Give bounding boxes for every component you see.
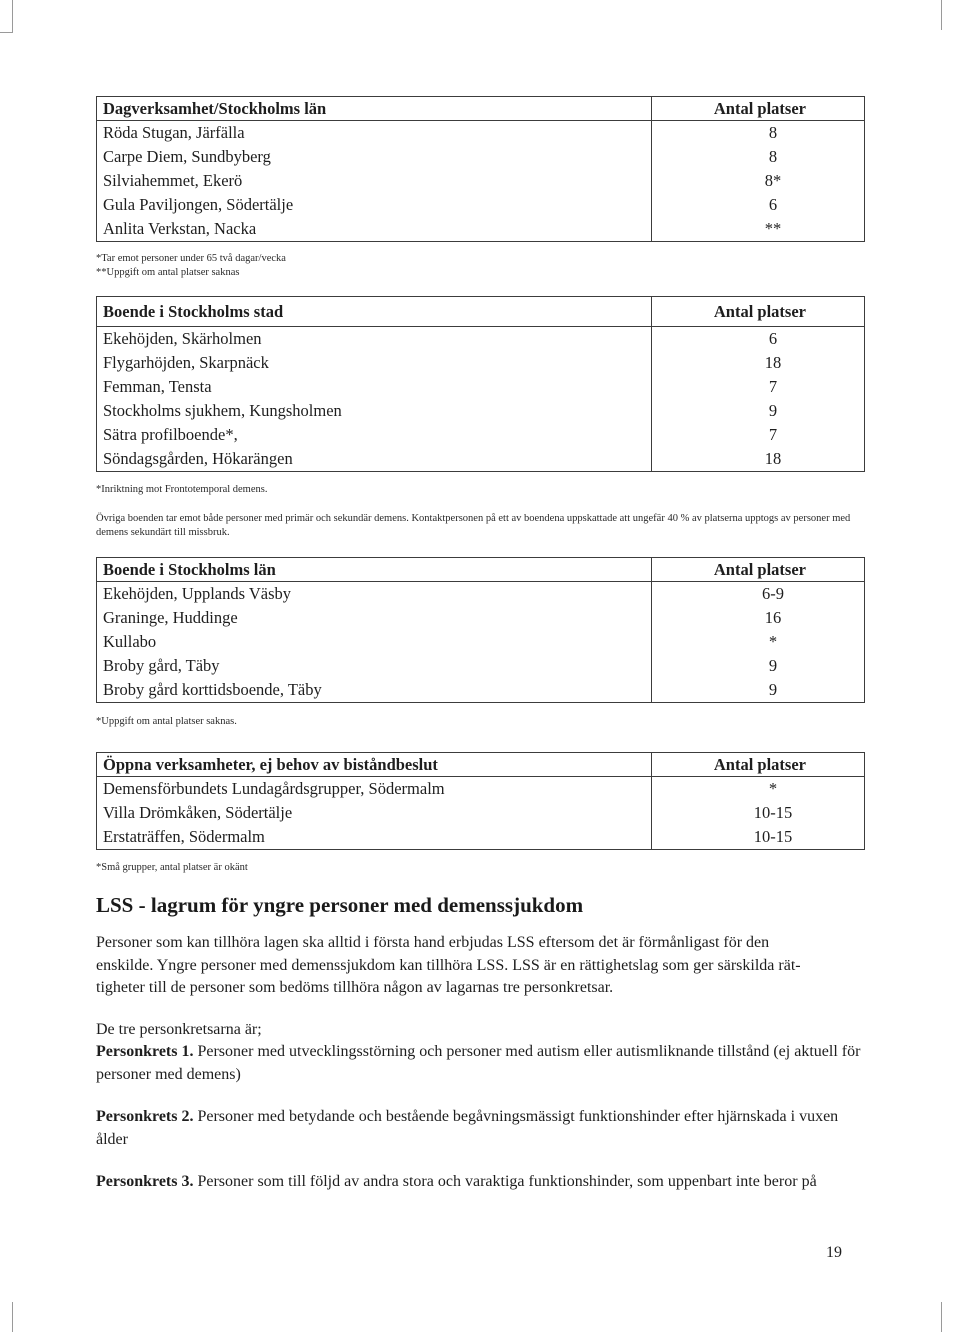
crop-mark-bottom-left: [0, 1302, 13, 1332]
row-name: Broby gård, Täby: [103, 656, 220, 675]
row-name: Sätra profilboende*,: [103, 425, 238, 444]
values-column: [652, 327, 865, 472]
table-header-name: Öppna verksamheter, ej behov av biståndbeslut: [97, 753, 652, 777]
values-column: [652, 777, 865, 850]
intro-line: enskilde. Yngre personer med demenssjukdom kan tillhöra LSS. LSS är en rättighetslag som ger särskilda rät-: [96, 956, 801, 974]
row-value: 6: [768, 195, 778, 214]
row-name: Carpe Diem, Sundbyberg: [103, 147, 271, 166]
table-boende-stad: [96, 296, 865, 472]
table-header-value: Antal platser: [652, 558, 865, 582]
row-name: Ekehöjden, Skärholmen: [103, 329, 262, 348]
row-value: 8*: [764, 171, 782, 190]
row-name: Ekehöjden, Upplands Väsby: [103, 584, 292, 603]
table-header-value: Antal platser: [652, 97, 865, 121]
row-value: 9: [768, 401, 778, 420]
row-value: 7: [768, 425, 778, 444]
row-value: 9: [768, 680, 778, 699]
row-value: **: [764, 219, 782, 238]
personkrets-label: Personkrets 3.: [96, 1173, 194, 1190]
info-paragraph: Övriga boenden tar emot både personer med primär och sekundär demens. Kontaktpersonen på ett av boendena uppskattade att ungefär 40 % av platserna upptogs av personer med demens sekundärt till missbruk.: [96, 513, 851, 538]
footnote: *Inriktning mot Frontotemporal demens.: [96, 484, 268, 495]
row-value: 16: [764, 608, 782, 627]
table-header-row: [97, 558, 865, 582]
row-value: 7: [768, 377, 778, 396]
footnote: *Tar emot personer under 65 två dagar/vecka: [96, 253, 286, 264]
table-body: [97, 582, 865, 703]
table-body: [97, 327, 865, 472]
table-header-row: [97, 297, 865, 327]
row-value: 8: [768, 123, 778, 142]
footnote: *Små grupper, antal platser är okänt: [96, 862, 248, 873]
table-header-value: Antal platser: [652, 753, 865, 777]
page-number: 19: [826, 1244, 842, 1261]
row-value: 6-9: [762, 584, 784, 603]
row-value: 18: [764, 353, 782, 372]
row-value: *: [768, 632, 778, 651]
table-body: [97, 777, 865, 850]
row-name: Demensförbundets Lundagårdsgrupper, Södermalm: [103, 779, 445, 798]
values-column: [652, 582, 865, 703]
row-name: Röda Stugan, Järfälla: [103, 123, 245, 142]
row-name: Villa Drömkåken, Södertälje: [103, 803, 293, 822]
table-header-value: Antal platser: [652, 297, 865, 327]
intro-line: tigheter till de personer som bedöms tillhöra någon av lagarnas tre personkretsar.: [96, 979, 614, 996]
personkrets-label: Personkrets 2.: [96, 1108, 194, 1125]
lss-intro-paragraph: [96, 932, 868, 1000]
section-heading: LSS - lagrum för yngre personer med demenssjukdom: [96, 893, 584, 917]
row-name: Anlita Verkstan, Nacka: [103, 219, 257, 238]
row-name: Söndagsgården, Hökarängen: [103, 449, 293, 468]
names-column: [97, 777, 652, 850]
row-name: Erstaträffen, Södermalm: [103, 827, 265, 846]
table-header-name: Dagverksamhet/Stockholms län: [97, 97, 652, 121]
footnote: **Uppgift om antal platser saknas: [96, 267, 240, 278]
personkrets-text: Personer som till följd av andra stora och varaktiga funktionshinder, som uppenbart inte beror på: [193, 1173, 817, 1190]
table-header-name: Boende i Stockholms stad: [97, 297, 652, 327]
names-column: [97, 327, 652, 472]
table-header-row: [97, 753, 865, 777]
table-oppna-verksamheter: [96, 752, 865, 850]
row-name: Gula Paviljongen, Södertälje: [103, 195, 294, 214]
personkrets-1: [96, 1041, 868, 1086]
row-value: 8: [768, 147, 778, 166]
row-name: Kullabo: [103, 632, 157, 651]
row-name: Flygarhöjden, Skarpnäck: [103, 353, 269, 372]
kretsar-lead: De tre personkretsarna är;: [96, 1021, 262, 1038]
table-header-name: Boende i Stockholms län: [97, 558, 652, 582]
intro-line: Personer som kan tillhöra lagen ska alltid i första hand erbjudas LSS eftersom det är förmånligast för den: [96, 934, 770, 951]
personkrets-label: Personkrets 1.: [96, 1043, 194, 1060]
crop-mark-bottom-right: [941, 1302, 960, 1332]
row-name: Graninge, Huddinge: [103, 608, 238, 627]
crop-mark-top-left: [0, 0, 13, 33]
row-name: Femman, Tensta: [103, 377, 212, 396]
row-name: Stockholms sjukhem, Kungsholmen: [103, 401, 342, 420]
names-column: [97, 121, 652, 242]
row-value: 10-15: [753, 827, 793, 846]
values-column: [652, 121, 865, 242]
row-value: 18: [764, 449, 782, 468]
personkrets-2: [96, 1106, 868, 1151]
personkrets-text: Personer med betydande och bestående begåvningsmässigt funktionshinder efter hjärnskada i vuxen ålder: [96, 1108, 839, 1148]
row-name: Silviahemmet, Ekerö: [103, 171, 243, 190]
footnote: *Uppgift om antal platser saknas.: [96, 716, 237, 727]
crop-mark-top-right: [941, 0, 960, 30]
table-dagverksamhet: [96, 96, 865, 242]
row-value: 9: [768, 656, 778, 675]
table-boende-lan: [96, 557, 865, 703]
row-value: *: [768, 779, 778, 798]
row-value: 6: [768, 329, 778, 348]
table-header-row: [97, 97, 865, 121]
table-body: [97, 121, 865, 242]
personkrets-3: [96, 1171, 868, 1194]
personkrets-text: Personer med utvecklingsstörning och personer med autism eller autismliknande tillstånd (ej aktuell för personer med demens): [96, 1043, 861, 1083]
names-column: [97, 582, 652, 703]
row-value: 10-15: [753, 803, 793, 822]
row-name: Broby gård korttidsboende, Täby: [103, 680, 322, 699]
